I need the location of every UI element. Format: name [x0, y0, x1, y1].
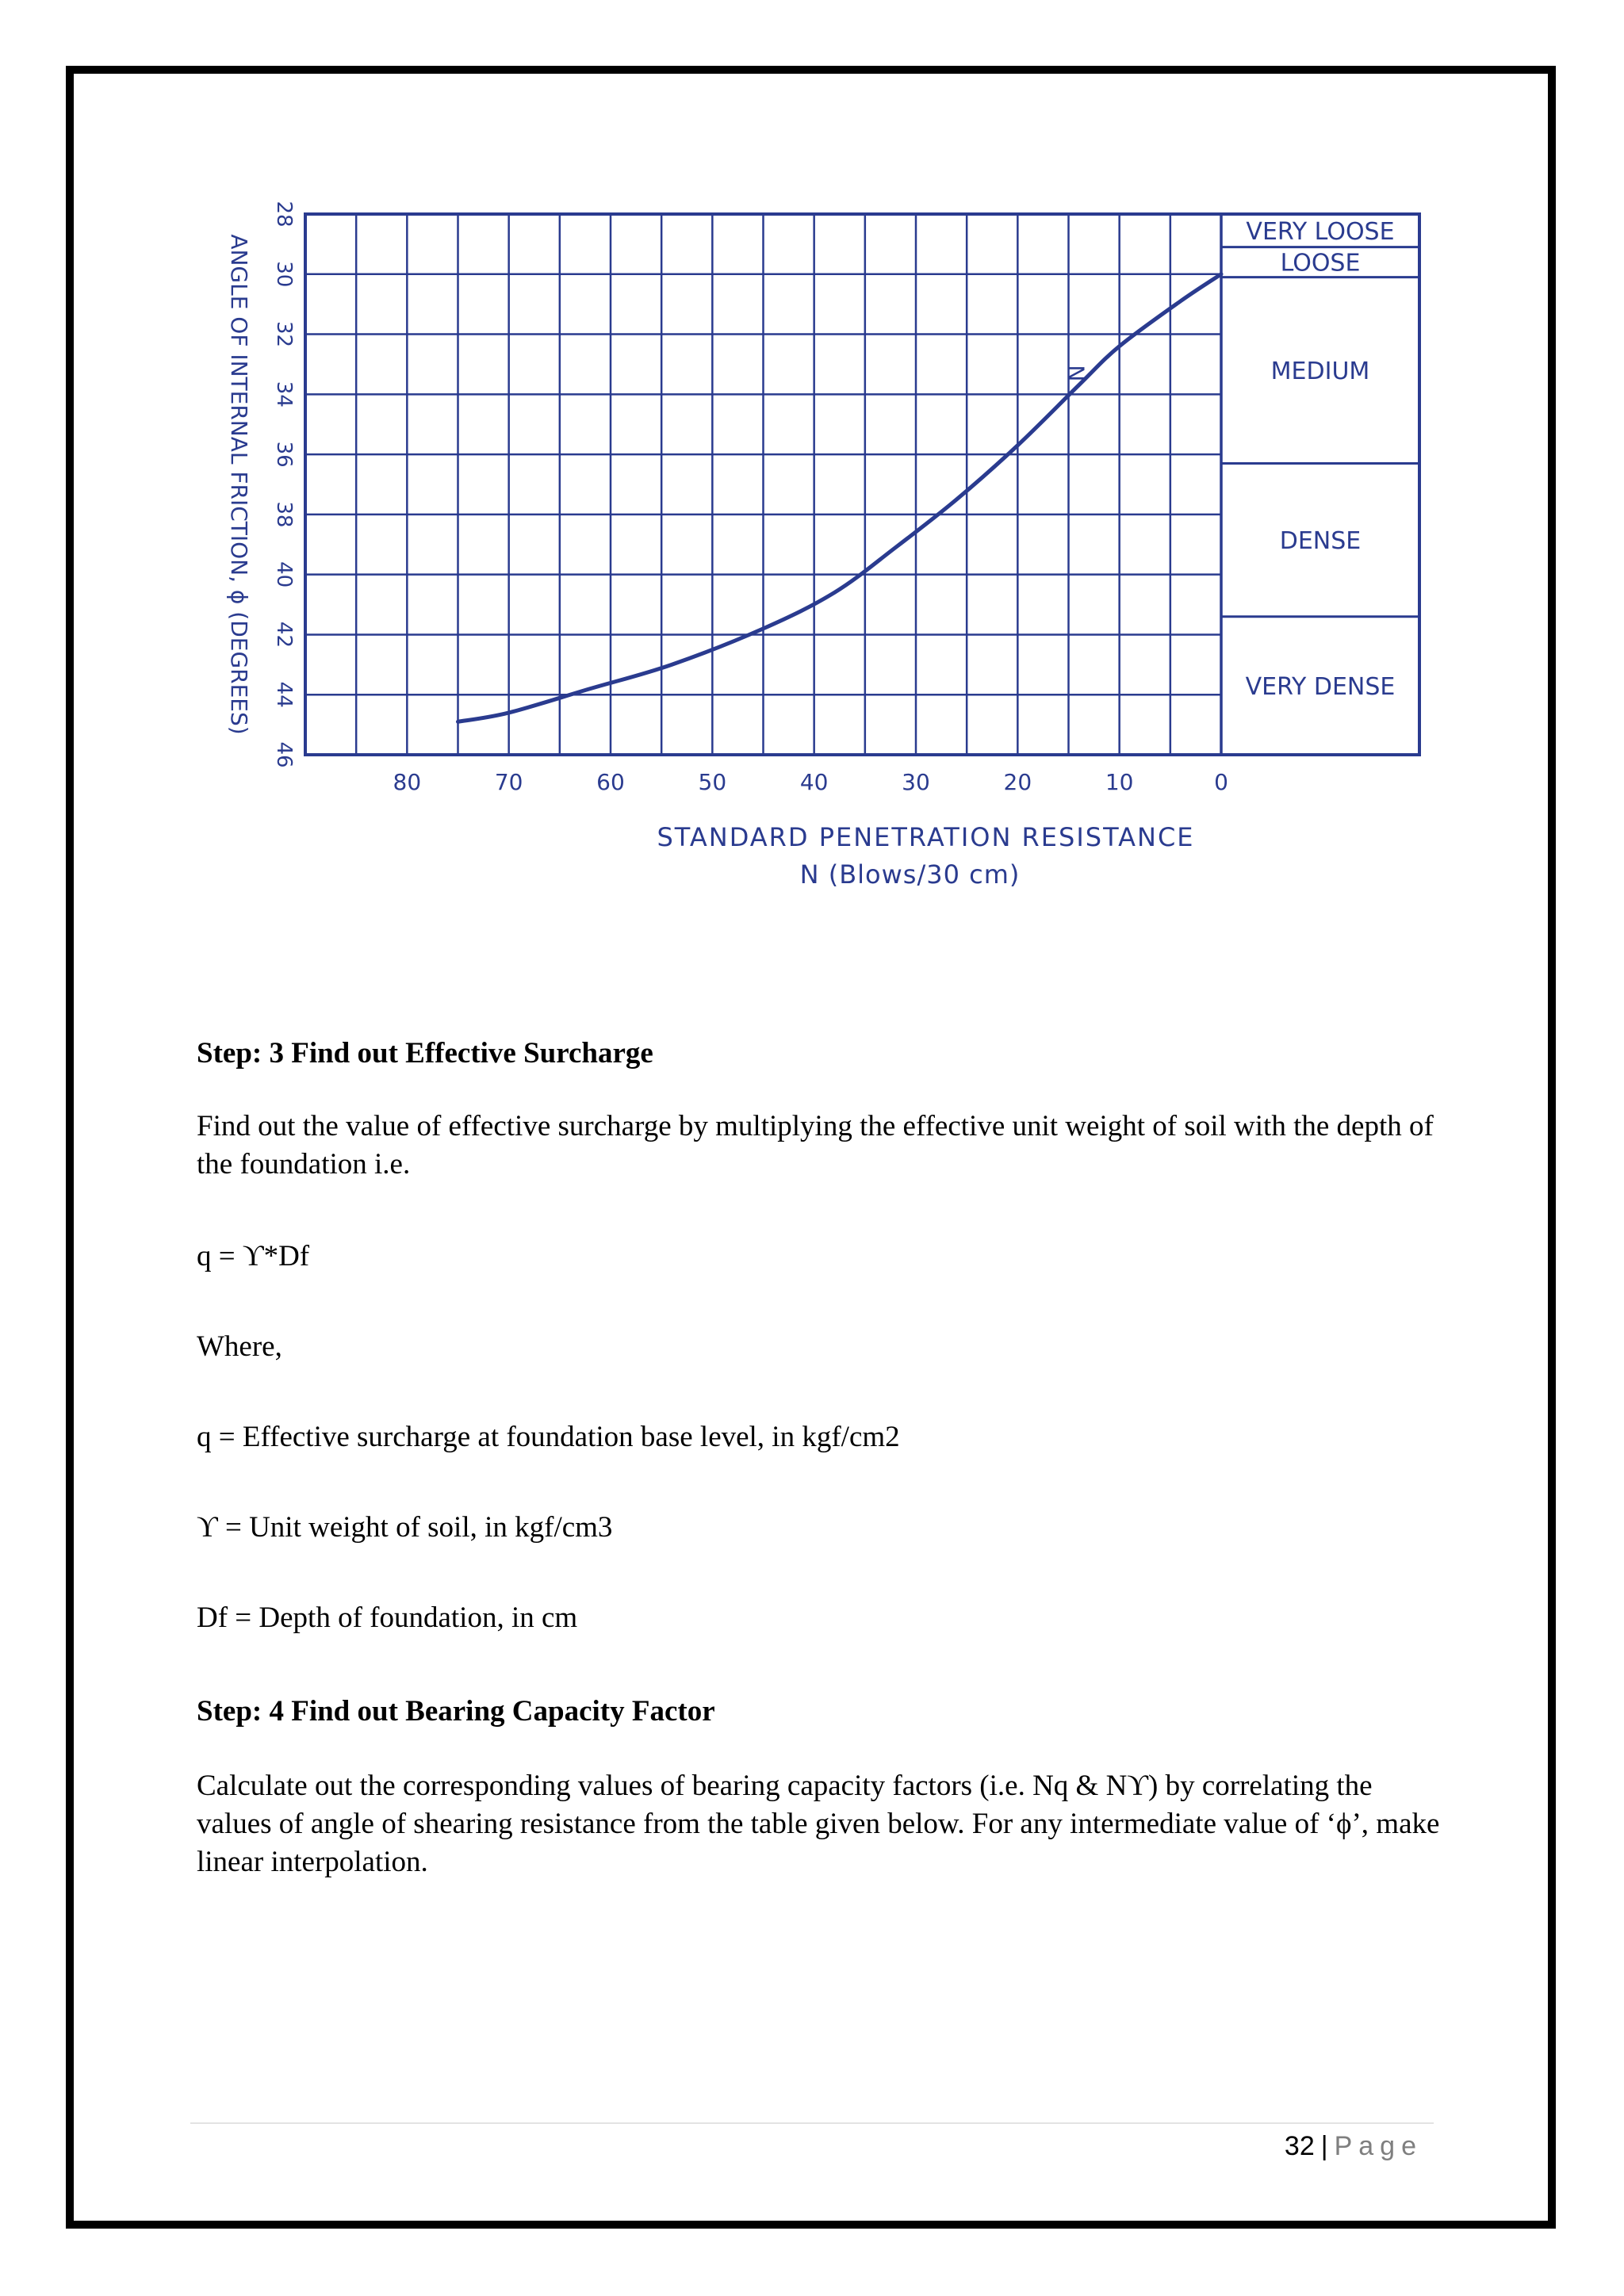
x-tick-label: 50 [698, 769, 727, 795]
step4-section [197, 1693, 1450, 1881]
page-word: Page [1334, 2131, 1423, 2161]
series-label: N [1063, 365, 1090, 382]
step4-paragraph: Calculate out the corresponding values of bearing capacity factors (i.e. Nq & Nϒ) by correlating the values of angle of shearing resistance from the table given below. For any intermediate value of ‘ϕ’, make linear interpolation. [197, 1770, 1440, 1878]
y-tick-label: 30 [272, 261, 296, 288]
y-tick-label: 40 [272, 561, 296, 588]
x-tick-label: 40 [799, 769, 829, 795]
series-curve-n [458, 274, 1222, 722]
x-tick-label: 20 [1003, 769, 1032, 795]
density-label: DENSE [1279, 527, 1362, 556]
footer-separator: | [1320, 2131, 1328, 2161]
x-axis-label: STANDARD PENETRATION RESISTANCE [657, 822, 1195, 852]
x-tick-label: 70 [494, 769, 523, 795]
y-tick-label: 32 [272, 321, 296, 348]
y-axis-label: ANGLE OF INTERNAL FRICTION, ϕ (DEGREES) [226, 234, 252, 735]
x-tick-label: 0 [1214, 769, 1228, 795]
x-tick-label: 10 [1105, 769, 1134, 795]
y-tick-label: 38 [272, 501, 296, 528]
step3-heading: Step: 3 Find out Effective Surcharge [197, 1037, 653, 1070]
step3-paragraph: Find out the value of effective surcharge by multiplying the effective unit weight of soil with the depth of the foundation i.e. [197, 1110, 1434, 1181]
definition-df: Df = Depth of foundation, in cm [197, 1601, 578, 1634]
x-tick-label: 80 [393, 769, 422, 795]
y-tick-label: 42 [272, 621, 296, 648]
definition-q: q = Effective surcharge at foundation base level, in kgf/cm2 [197, 1421, 900, 1453]
spt-friction-chart [214, 190, 1435, 904]
y-tick-label: 34 [272, 381, 296, 408]
x-tick-label: 60 [596, 769, 625, 795]
where-label: Where, [197, 1330, 282, 1363]
y-tick-label: 44 [272, 681, 296, 708]
y-tick-label: 28 [272, 201, 296, 228]
density-label: LOOSE [1280, 249, 1361, 277]
footer-divider [190, 2122, 1434, 2124]
density-label: MEDIUM [1270, 358, 1370, 386]
density-label: VERY DENSE [1245, 672, 1396, 701]
y-tick-label: 46 [272, 741, 296, 768]
surcharge-formula: q = ϒ*Df [197, 1240, 310, 1272]
x-axis-label-units: N (Blows/30 cm) [799, 859, 1021, 890]
page-footer [1285, 2131, 1423, 2162]
step4-heading: Step: 4 Find out Bearing Capacity Factor [197, 1695, 715, 1728]
page-number: 32 [1284, 2131, 1315, 2161]
y-tick-label: 36 [272, 441, 296, 468]
step3-section [197, 1035, 1450, 1637]
density-label: VERY LOOSE [1246, 217, 1395, 246]
x-tick-label: 30 [902, 769, 930, 795]
definition-gamma: ϒ = Unit weight of soil, in kgf/cm3 [197, 1511, 613, 1544]
